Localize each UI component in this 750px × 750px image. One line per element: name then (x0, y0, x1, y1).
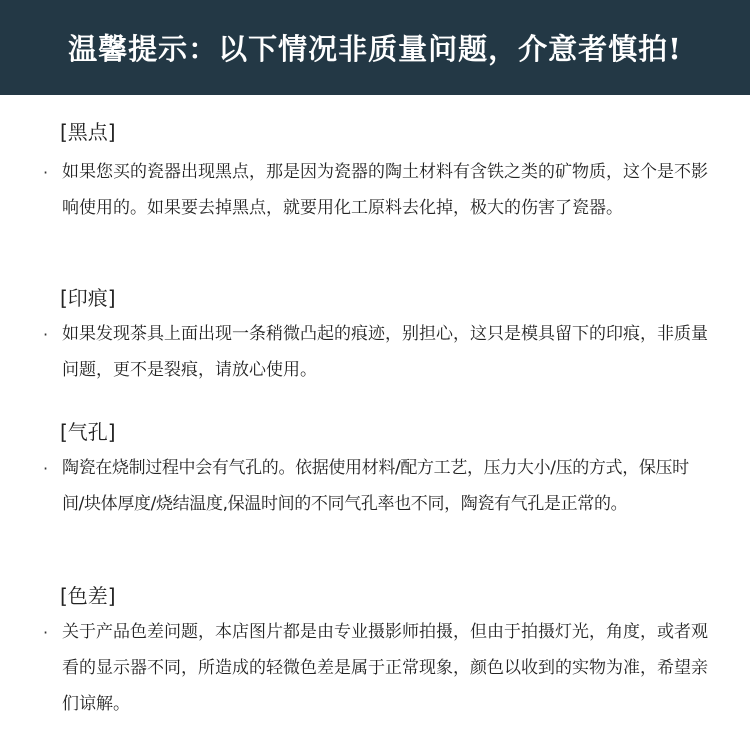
section-text-black-spots: 如果您买的瓷器出现黑点，那是因为瓷器的陶土材料有含铁之类的矿物质，这个是不影响使用的。如果要去掉黑点，就要用化工原料去化掉，极大的伤害了瓷器。 (62, 162, 708, 218)
bullet-imprint: · (43, 325, 49, 344)
bullet-pores: · (43, 459, 49, 478)
page-title: 温馨提示：以下情况非质量问题，介意者慎拍! (68, 32, 682, 66)
section-heading-color-difference: [色差] (60, 584, 116, 608)
section-text-imprint: 如果发现茶具上面出现一条稍微凸起的痕迹，别担心，这只是模具留下的印痕，非质量问题，更不是裂痕，请放心使用。 (62, 324, 708, 380)
section-heading-imprint: [印痕] (60, 286, 116, 310)
section-heading-black-spots: [黑点] (60, 120, 116, 144)
section-heading-pores: [气孔] (60, 420, 116, 444)
bullet-color-difference: · (43, 623, 49, 642)
notice-header (0, 0, 750, 95)
bullet-black-spots: · (43, 163, 49, 182)
section-text-color-difference: 关于产品色差问题，本店图片都是由专业摄影师拍摄，但由于拍摄灯光，角度，或者观看的显示器不同，所造成的轻微色差是属于正常现象，颜色以收到的实物为准，希望亲们谅解。 (62, 622, 708, 714)
section-text-pores: 陶瓷在烧制过程中会有气孔的。依据使用材料/配方工艺，压力大小/压的方式，保压时间/块体厚度/烧结温度,保温时间的不同气孔率也不同，陶瓷有气孔是正常的。 (62, 458, 689, 514)
